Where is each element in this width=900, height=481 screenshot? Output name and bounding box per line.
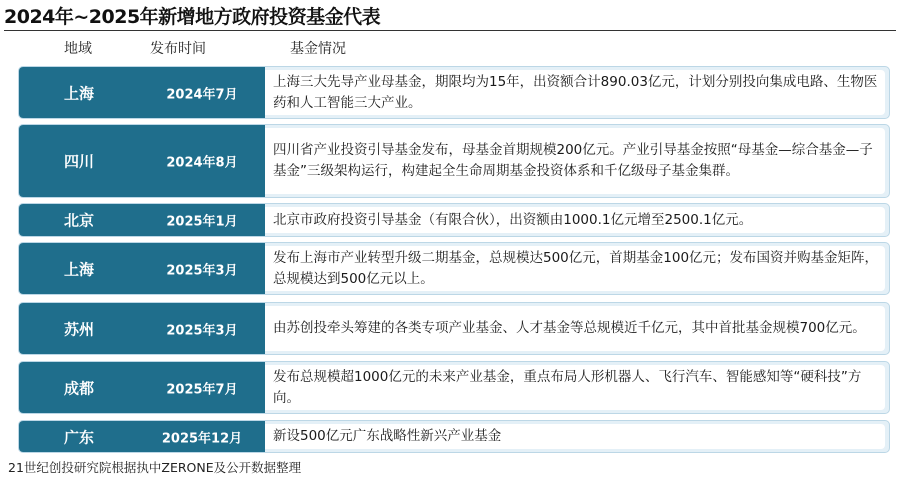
table-row <box>18 124 890 198</box>
row-region: 上海 <box>63 260 94 278</box>
row-desc-text: 发布总规模超1000亿元的未来产业基金，重点布局人形机器人、飞行汽车、智能感知等“硬科技”方向。 <box>273 368 862 406</box>
row-desc <box>265 306 885 351</box>
row-desc-text: 上海三大先导产业母基金，期限均为15年，出资额合计890.03亿元，计划分别投向集成电路、生物医药和人工智能三大产业。 <box>273 73 878 111</box>
row-desc <box>265 365 885 410</box>
row-region: 苏州 <box>63 320 94 338</box>
header-info: 基金情况 <box>290 41 346 57</box>
table-row <box>18 420 890 453</box>
table-row <box>18 66 890 119</box>
table-row <box>18 361 890 414</box>
row-desc-text: 北京市政府投资引导基金（有限合伙），出资额由1000.1亿元增至2500.1亿元。 <box>273 211 753 228</box>
page-title: 2024年~2025年新增地方政府投资基金代表 <box>4 6 381 28</box>
title-divider <box>4 30 896 31</box>
row-desc-text: 由苏创投牵头筹建的各类专项产业基金、人才基金等总规模近千亿元，其中首批基金规模700亿元。 <box>273 320 866 336</box>
table-row <box>18 302 890 355</box>
row-desc-text: 四川省产业投资引导基金发布，母基金首期规模200亿元。产业引导基金按照“母基金—综合基金—子基金”三级架构运行，构建起全生命周期基金投资体系和千亿级母子基金集群。 <box>273 142 873 179</box>
row-date: 2025年3月 <box>166 323 238 338</box>
row-region: 四川 <box>63 152 94 171</box>
row-date: 2025年1月 <box>166 214 238 230</box>
row-desc <box>265 70 885 115</box>
row-date: 2025年7月 <box>166 382 238 397</box>
source-note: 21世纪创投研究院根据执中ZERONE及公开数据整理 <box>8 460 302 475</box>
row-date: 2025年12月 <box>161 431 243 446</box>
row-region: 上海 <box>63 84 94 102</box>
header-date: 发布时间 <box>150 41 206 57</box>
row-desc <box>265 246 885 291</box>
row-date: 2024年8月 <box>166 155 238 171</box>
row-region: 北京 <box>63 211 94 230</box>
row-desc-text: 发布上海市产业转型升级二期基金，总规模达500亿元，首期基金100亿元；发布国资并购基金矩阵，总规模达到500亿元以上。 <box>273 249 879 287</box>
row-region: 成都 <box>63 379 94 397</box>
header-region: 地域 <box>64 41 92 57</box>
table-row <box>18 203 890 237</box>
row-desc <box>265 128 885 194</box>
row-date: 2025年3月 <box>166 263 238 278</box>
row-region: 广东 <box>63 428 94 446</box>
row-desc <box>265 424 885 449</box>
row-date: 2024年7月 <box>166 87 238 102</box>
row-desc-text: 新设500亿元广东战略性新兴产业基金 <box>273 428 502 444</box>
row-desc <box>265 207 885 233</box>
table-row <box>18 242 890 295</box>
